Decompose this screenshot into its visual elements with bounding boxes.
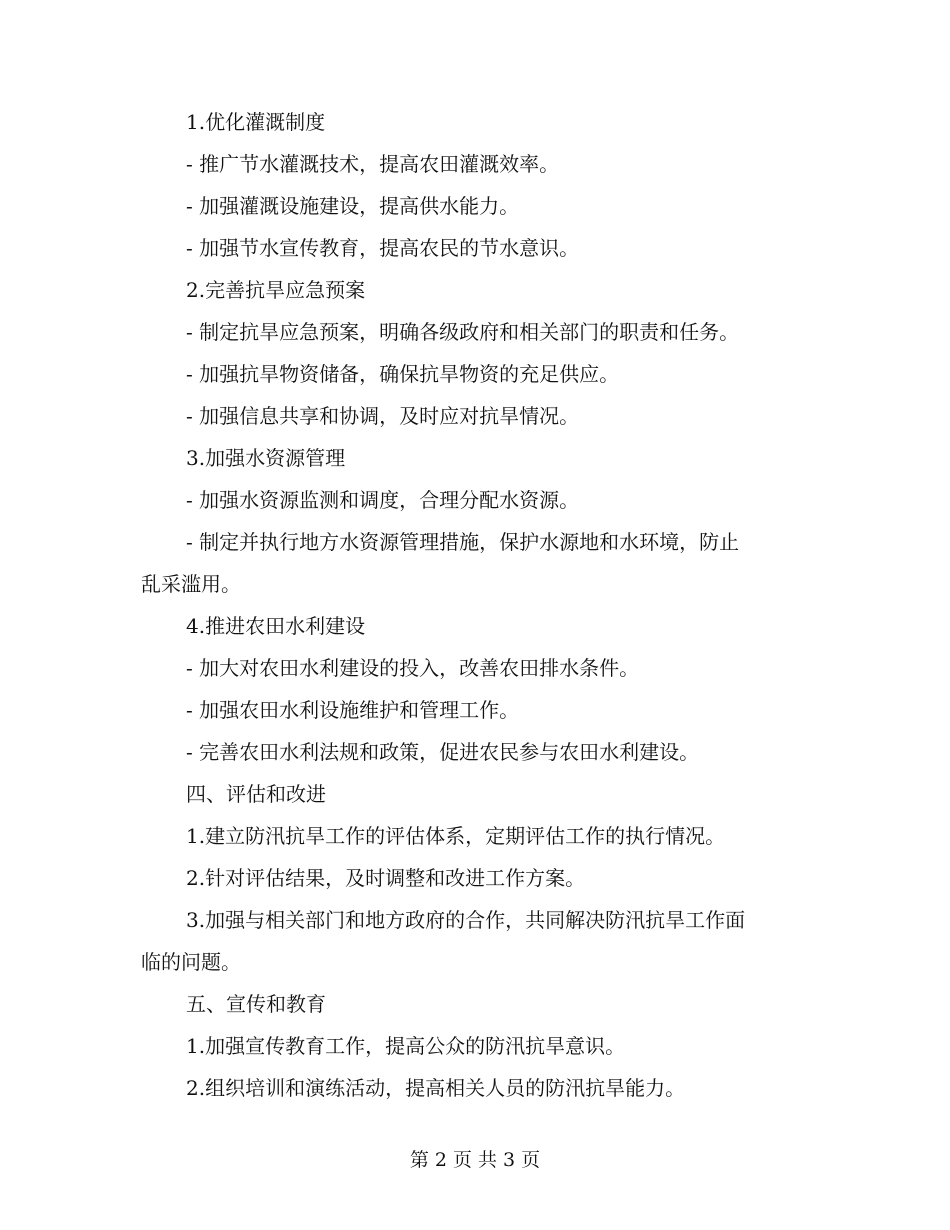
item-cooperation: 3.加强与相关部门和地方政府的合作，共同解决防汛抗旱工作面 (186, 908, 746, 932)
bullet-local-measures: - 制定并执行地方水资源管理措施，保护水源地和水环境，防止 (186, 530, 740, 554)
heading-4-farmland-water: 4.推进农田水利建设 (186, 614, 366, 638)
bullet-water-saving-tech: - 推广节水灌溉技术，提高农田灌溉效率。 (186, 152, 560, 176)
item-training-drills: 2.组织培训和演练活动，提高相关人员的防汛抗旱能力。 (186, 1076, 686, 1100)
bullet-info-sharing: - 加强信息共享和协调，及时应对抗旱情况。 (186, 404, 580, 428)
bullet-drought-responsibilities: - 制定抗旱应急预案，明确各级政府和相关部门的职责和任务。 (186, 320, 740, 344)
heading-3-water-management: 3.加强水资源管理 (186, 446, 346, 470)
bullet-irrigation-facilities: - 加强灌溉设施建设，提高供水能力。 (186, 194, 520, 218)
bullet-regulations: - 完善农田水利法规和政策，促进农民参与农田水利建设。 (186, 740, 700, 764)
page-body (141, 101, 811, 1109)
section-5-publicity: 五、宣传和教育 (186, 992, 326, 1016)
bullet-investment: - 加大对农田水利建设的投入，改善农田排水条件。 (186, 656, 640, 680)
item-evaluation-system: 1.建立防汛抗旱工作的评估体系，定期评估工作的执行情况。 (186, 824, 726, 848)
section-4-evaluation: 四、评估和改进 (186, 782, 326, 806)
item-cooperation-continued: 临的问题。 (141, 950, 241, 974)
item-public-awareness: 1.加强宣传教育工作，提高公众的防汛抗旱意识。 (186, 1034, 626, 1058)
bullet-drought-supplies: - 加强抗旱物资储备，确保抗旱物资的充足供应。 (186, 362, 620, 386)
heading-2-drought-plan: 2.完善抗旱应急预案 (186, 278, 366, 302)
heading-1-optimize-irrigation: 1.优化灌溉制度 (186, 110, 326, 134)
item-adjust-plan: 2.针对评估结果，及时调整和改进工作方案。 (186, 866, 586, 890)
bullet-water-monitoring: - 加强水资源监测和调度，合理分配水资源。 (186, 488, 580, 512)
bullet-maintenance: - 加强农田水利设施维护和管理工作。 (186, 698, 520, 722)
bullet-water-saving-education: - 加强节水宣传教育，提高农民的节水意识。 (186, 236, 580, 260)
page-number-footer: 第 2 页 共 3 页 (409, 1149, 541, 1171)
bullet-local-measures-continued: 乱采滥用。 (141, 572, 241, 596)
